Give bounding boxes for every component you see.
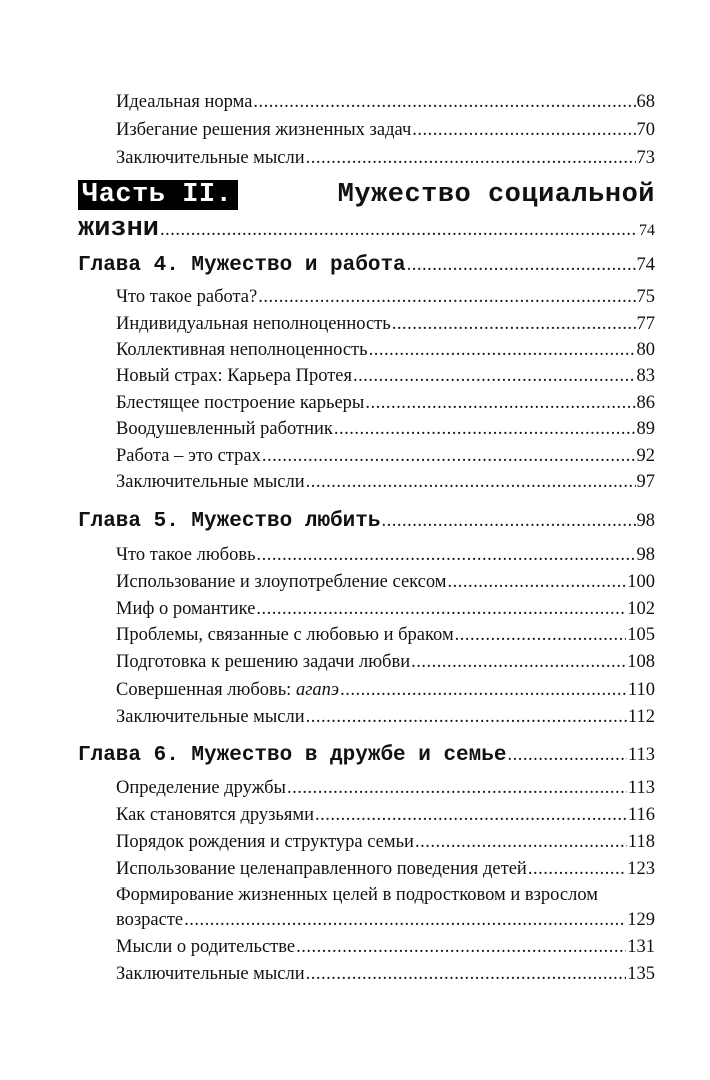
toc-entry	[116, 366, 655, 387]
part-title-line1: Мужество социальной	[337, 180, 655, 210]
toc-entry-title-italic: агапэ	[295, 680, 340, 700]
chapter-heading	[78, 254, 655, 277]
toc-entry	[116, 393, 655, 414]
toc-entry-page: 92	[636, 446, 655, 466]
part-heading	[78, 180, 655, 210]
toc-entry-title: Работа – это страх	[116, 446, 261, 466]
leader-dots	[455, 625, 627, 646]
toc-entry	[116, 680, 655, 701]
toc-entry-title: Мысли о родительстве	[116, 937, 296, 957]
toc-entry-title: Порядок рождения и структура семьи	[116, 832, 414, 852]
chapter-heading	[78, 744, 655, 767]
toc-entry-title: Что такое любовь	[116, 545, 256, 565]
toc-entry	[116, 92, 655, 113]
toc-entry	[116, 832, 655, 853]
toc-entry	[116, 148, 655, 169]
toc-entry-title: Воодушевленный работник	[116, 419, 333, 439]
part-page: 74	[639, 222, 655, 239]
leader-dots	[353, 366, 635, 387]
toc-entry-title: Заключительные мысли	[116, 707, 305, 727]
toc-entry	[116, 859, 655, 880]
part-title-line2: жизни	[78, 214, 160, 244]
toc-entry	[116, 446, 655, 467]
toc-entry-page: 86	[636, 393, 655, 413]
leader-dots	[448, 572, 627, 593]
toc-entry-title: Заключительные мысли	[116, 472, 305, 492]
toc-entry	[116, 120, 655, 141]
toc-entry-page: 105	[627, 625, 655, 645]
toc-entry-page: 83	[636, 366, 655, 386]
leader-dots	[306, 148, 636, 169]
toc-entry-title: Определение дружбы	[116, 778, 286, 798]
leader-dots	[256, 599, 626, 620]
leader-dots	[315, 805, 627, 826]
leader-dots	[365, 393, 635, 414]
leader-dots	[306, 707, 627, 728]
leader-dots	[369, 340, 636, 361]
part-heading-line2	[78, 214, 655, 244]
toc-entry	[116, 314, 655, 335]
toc-entry	[116, 472, 655, 493]
toc-entry-page: 68	[636, 92, 655, 112]
toc-entry	[116, 287, 655, 308]
toc-entry-title-text: Совершенная любовь:	[116, 680, 292, 700]
toc-entry-page: 129	[627, 910, 655, 930]
toc-entry-title: Использование и злоупотребление сексом	[116, 572, 447, 592]
leader-dots	[257, 545, 636, 566]
chapter-page: 74	[636, 255, 655, 275]
toc-entry-title: Индивидуальная неполноценность	[116, 314, 391, 334]
toc-entry-title: Как становятся друзьями	[116, 805, 314, 825]
toc-entry-title: Подготовка к решению задачи любви	[116, 652, 411, 672]
toc-entry-title: Формирование жизненных целей в подростковом и взрослом	[116, 885, 598, 905]
chapter-heading	[78, 510, 655, 533]
chapter-page: 113	[627, 745, 655, 765]
toc-entry-page: 118	[627, 832, 655, 852]
toc-entry-page: 75	[636, 287, 655, 307]
toc-entry-page: 112	[627, 707, 655, 727]
toc-entry-title: Заключительные мысли	[116, 148, 305, 168]
leader-dots	[306, 472, 636, 493]
toc-entry-page: 80	[636, 340, 655, 360]
leader-dots	[412, 120, 635, 141]
toc-entry-page: 135	[627, 964, 655, 984]
toc-entry	[116, 778, 655, 799]
toc-entry-title: Использование целенаправленного поведения детей	[116, 859, 527, 879]
toc-entry-title: Что такое работа?	[116, 287, 258, 307]
chapter-title: Глава 4. Мужество и работа	[78, 254, 406, 277]
toc-entry-title: Проблемы, связанные с любовью и браком	[116, 625, 454, 645]
leader-dots	[253, 92, 635, 113]
toc-entry	[116, 652, 655, 673]
toc-entry-page: 116	[627, 805, 655, 825]
toc-entry-title: Заключительные мысли	[116, 964, 305, 984]
chapter-page: 98	[636, 511, 655, 531]
toc-entry	[116, 707, 655, 728]
chapter-title: Глава 5. Мужество любить	[78, 510, 381, 533]
toc-entry-title: Идеальная норма	[116, 92, 253, 112]
leader-dots	[415, 832, 627, 853]
leader-dots	[296, 937, 626, 958]
leader-dots	[306, 964, 627, 985]
toc-entry	[116, 937, 655, 958]
toc-entry-page: 97	[636, 472, 655, 492]
leader-dots	[392, 314, 636, 335]
leader-dots	[407, 255, 636, 276]
toc-entry-title-cont: возрасте	[116, 910, 184, 930]
leader-dots	[160, 220, 638, 241]
toc-entry	[116, 805, 655, 826]
toc-entry	[116, 625, 655, 646]
toc-entry-title: Блестящее построение карьеры	[116, 393, 365, 413]
leader-dots	[381, 511, 635, 532]
toc-entry-title: Коллективная неполноценность	[116, 340, 368, 360]
toc-entry-page: 100	[627, 572, 655, 592]
leader-dots	[258, 287, 635, 308]
chapter-title: Глава 6. Мужество в дружбе и семье	[78, 744, 507, 767]
toc-entry	[116, 599, 655, 620]
toc-entry-page: 110	[627, 680, 655, 700]
toc-entry-page: 123	[627, 859, 655, 879]
toc-entry	[116, 572, 655, 593]
toc-entry-page: 70	[636, 120, 655, 140]
leader-dots	[334, 419, 636, 440]
part-label: Часть II.	[78, 180, 238, 210]
toc-entry-title	[116, 680, 339, 701]
toc-entry	[116, 545, 655, 566]
toc-entry	[116, 964, 655, 985]
leader-dots	[184, 910, 626, 931]
toc-entry-page: 108	[627, 652, 655, 672]
toc-entry-page: 77	[636, 314, 655, 334]
leader-dots	[287, 778, 627, 799]
toc-entry-page: 73	[636, 148, 655, 168]
toc-entry-line1	[116, 885, 655, 906]
toc-entry-page: 102	[627, 599, 655, 619]
leader-dots	[507, 745, 626, 766]
leader-dots	[262, 446, 636, 467]
toc-entry-page: 89	[636, 419, 655, 439]
toc-entry	[116, 340, 655, 361]
toc-entry-page: 113	[627, 778, 655, 798]
toc-entry-line2	[116, 910, 655, 931]
toc-entry-title: Новый страх: Карьера Протея	[116, 366, 353, 386]
leader-dots	[340, 680, 627, 701]
leader-dots	[411, 652, 626, 673]
toc-entry-page: 131	[627, 937, 655, 957]
leader-dots	[528, 859, 626, 880]
toc-entry-title: Избегание решения жизненных задач	[116, 120, 412, 140]
toc-entry-page: 98	[636, 545, 655, 565]
toc-entry-title: Миф о романтике	[116, 599, 256, 619]
toc-entry	[116, 419, 655, 440]
